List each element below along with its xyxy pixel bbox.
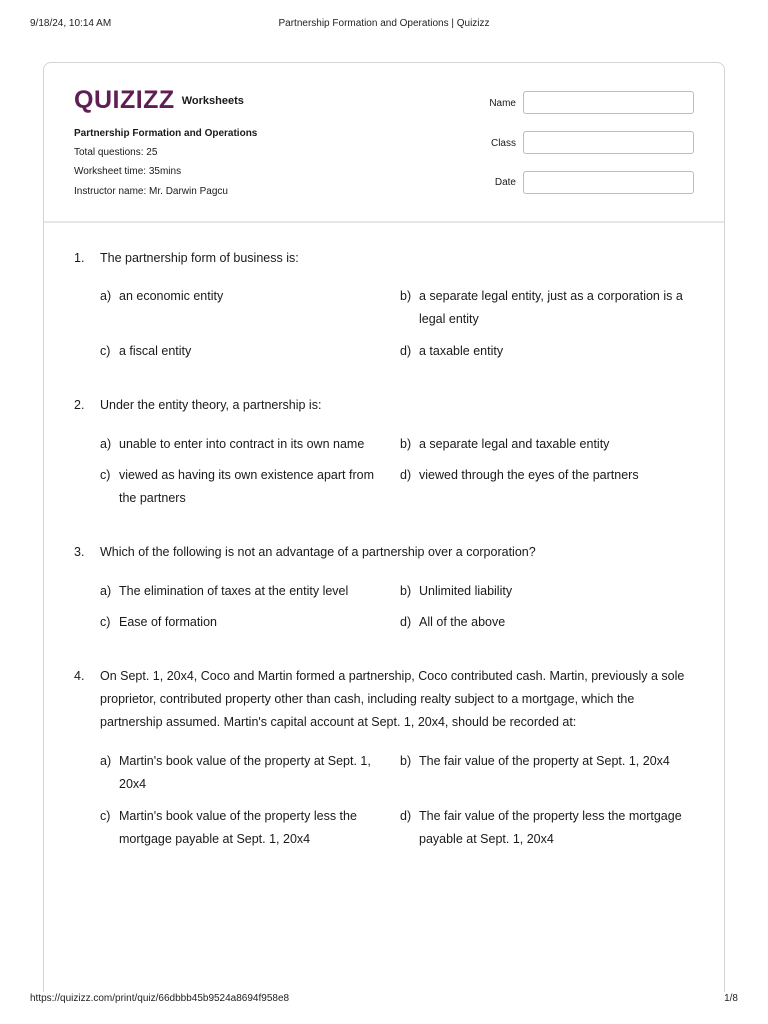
option-letter: c) (100, 615, 111, 629)
worksheet-title: Partnership Formation and Operations (74, 128, 258, 139)
option-text: unable to enter into contract in its own name (119, 437, 365, 451)
question-text: The partnership form of business is: (100, 251, 299, 265)
question-number: 4. (74, 669, 85, 683)
option-text: Ease of formation (119, 615, 217, 629)
option-letter: c) (100, 809, 111, 823)
option-letter: b) (400, 754, 412, 768)
logo-wordmark: QUIZIZZ (74, 86, 175, 114)
date-field[interactable] (523, 171, 694, 194)
print-footer (30, 993, 738, 1007)
option-text: All of the above (419, 615, 506, 629)
option-text: Martin's book value of the property at Sept. 1, 20x4 (119, 754, 371, 791)
worksheet-header (44, 63, 724, 223)
option-letter: a) (100, 754, 112, 768)
worksheet-card (43, 62, 725, 992)
instructor-name: Instructor name: Mr. Darwin Pagcu (74, 186, 228, 197)
option-text: a fiscal entity (119, 344, 192, 358)
question-number: 1. (74, 251, 85, 265)
quizizz-logo (74, 85, 244, 113)
question-text: Which of the following is not an advantage of a partnership over a corporation? (100, 545, 536, 559)
option-text: Unlimited liability (419, 584, 513, 598)
option-text: viewed through the eyes of the partners (419, 468, 639, 482)
name-label: Name (489, 98, 516, 109)
option-letter: b) (400, 289, 412, 303)
option-text: The elimination of taxes at the entity level (119, 584, 349, 598)
print-title: Partnership Formation and Operations | Quizizz (278, 18, 490, 29)
option-text: The fair value of the property at Sept. 1, 20x4 (419, 754, 670, 768)
option-letter: b) (400, 584, 412, 598)
print-datetime: 9/18/24, 10:14 AM (30, 18, 112, 29)
question-number: 2. (74, 398, 85, 412)
class-field[interactable] (523, 131, 694, 154)
logo-product-label: Worksheets (181, 95, 244, 107)
page-number: 1/8 (724, 993, 738, 1004)
print-url: https://quizizz.com/print/quiz/66dbbb45b9524a8694f958e8 (30, 993, 290, 1004)
date-label: Date (494, 177, 516, 188)
option-text: a taxable entity (419, 344, 504, 358)
option-text: a separate legal entity, just as a corporation is a legal entity (419, 289, 683, 326)
option-text: a separate legal and taxable entity (419, 437, 610, 451)
name-field[interactable] (523, 91, 694, 114)
option-letter: a) (100, 584, 112, 598)
option-letter: a) (100, 437, 112, 451)
print-header (30, 18, 738, 32)
option-letter: d) (400, 468, 412, 482)
option-text: viewed as having its own existence apart from the partners (119, 468, 374, 505)
option-letter: d) (400, 615, 412, 629)
total-questions: Total questions: 25 (74, 147, 158, 158)
option-text: Martin's book value of the property less the mortgage payable at Sept. 1, 20x4 (119, 809, 357, 846)
option-text: The fair value of the property less the mortgage payable at Sept. 1, 20x4 (419, 809, 682, 846)
question-text: On Sept. 1, 20x4, Coco and Martin formed a partnership, Coco contributed cash. Martin, previously a sole proprietor, contributed property other than cash, including realty subject to a mortgage, which the partnership assumed. Martin's capital account at Sept. 1, 20x4, should be recorded at: (100, 669, 685, 729)
worksheet-time: Worksheet time: 35mins (74, 166, 182, 177)
option-letter: b) (400, 437, 412, 451)
question-text: Under the entity theory, a partnership is: (100, 398, 322, 412)
option-letter: d) (400, 809, 412, 823)
option-letter: c) (100, 344, 111, 358)
option-text: an economic entity (119, 289, 224, 303)
option-letter: c) (100, 468, 111, 482)
class-label: Class (490, 138, 516, 149)
question-number: 3. (74, 545, 85, 559)
option-letter: d) (400, 344, 412, 358)
option-letter: a) (100, 289, 112, 303)
